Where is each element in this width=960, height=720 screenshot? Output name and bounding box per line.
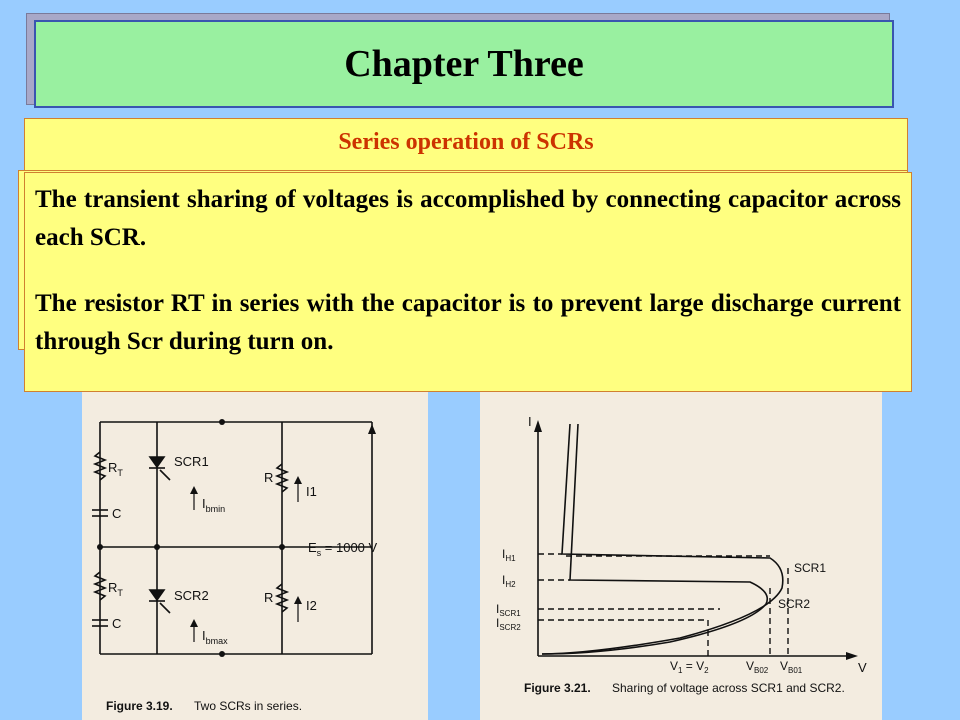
- paragraph-2: The resistor RT in series with the capacitor is to prevent large discharge current through Scr during turn on.: [35, 290, 901, 355]
- label-iscr2: $I_{SCR2}$: [496, 616, 521, 632]
- label-i1: I1: [306, 484, 317, 499]
- label-r-bottom: R: [264, 590, 274, 605]
- label-c-bottom: C: [112, 616, 122, 631]
- label-es: $E_s = 1000$ V: [308, 540, 378, 558]
- subtitle-box: [24, 118, 908, 176]
- slide-subtitle: Series operation of SCRs: [338, 129, 594, 155]
- curve-label-scr1: SCR1: [794, 561, 827, 575]
- figure-right-caption-text: Sharing of voltage across SCR1 and SCR2.: [612, 681, 845, 695]
- label-v1-eq-v2: $V_1 = V_2$: [670, 659, 709, 675]
- label-scr2: SCR2: [174, 588, 209, 603]
- label-vb02: $V_{B02}$: [746, 659, 769, 675]
- circuit-diagram: [82, 392, 428, 720]
- label-rt-top: $R_T$: [108, 460, 123, 478]
- figure-two-scrs-in-series: [82, 392, 428, 720]
- label-ibmin: $I_{bmin}$: [202, 496, 226, 514]
- label-rt-bottom: $R_T$: [108, 580, 123, 598]
- paragraph-1: The transient sharing of voltages is accomplished by connecting capacitor across each SCR.: [35, 186, 901, 251]
- figure-left-caption-label: Figure 3.19.: [106, 699, 173, 713]
- curve-label-scr2: SCR2: [778, 597, 811, 611]
- figure-voltage-sharing: [480, 392, 882, 720]
- label-c-top: C: [112, 506, 122, 521]
- curve-scr2: [542, 424, 767, 654]
- title-box: [34, 20, 894, 108]
- label-scr1: SCR1: [174, 454, 209, 469]
- label-ih2: $I_{H2}$: [502, 573, 516, 589]
- body-text-box: [24, 172, 912, 392]
- characteristic-plot: [480, 392, 882, 720]
- label-iscr1: $I_{SCR1}$: [496, 602, 521, 618]
- label-ibmax: $I_{bmax}$: [202, 628, 228, 646]
- axis-v-label: V: [858, 660, 867, 675]
- label-ih1: $I_{H1}$: [502, 547, 516, 563]
- label-i2: I2: [306, 598, 317, 613]
- label-r-top: R: [264, 470, 274, 485]
- figure-left-caption-text: Two SCRs in series.: [194, 699, 303, 713]
- figure-right-caption-label: Figure 3.21.: [524, 681, 591, 695]
- slide-title: Chapter Three: [344, 43, 584, 85]
- label-vb01: $V_{B01}$: [780, 659, 803, 675]
- axis-i-label: I: [528, 414, 532, 429]
